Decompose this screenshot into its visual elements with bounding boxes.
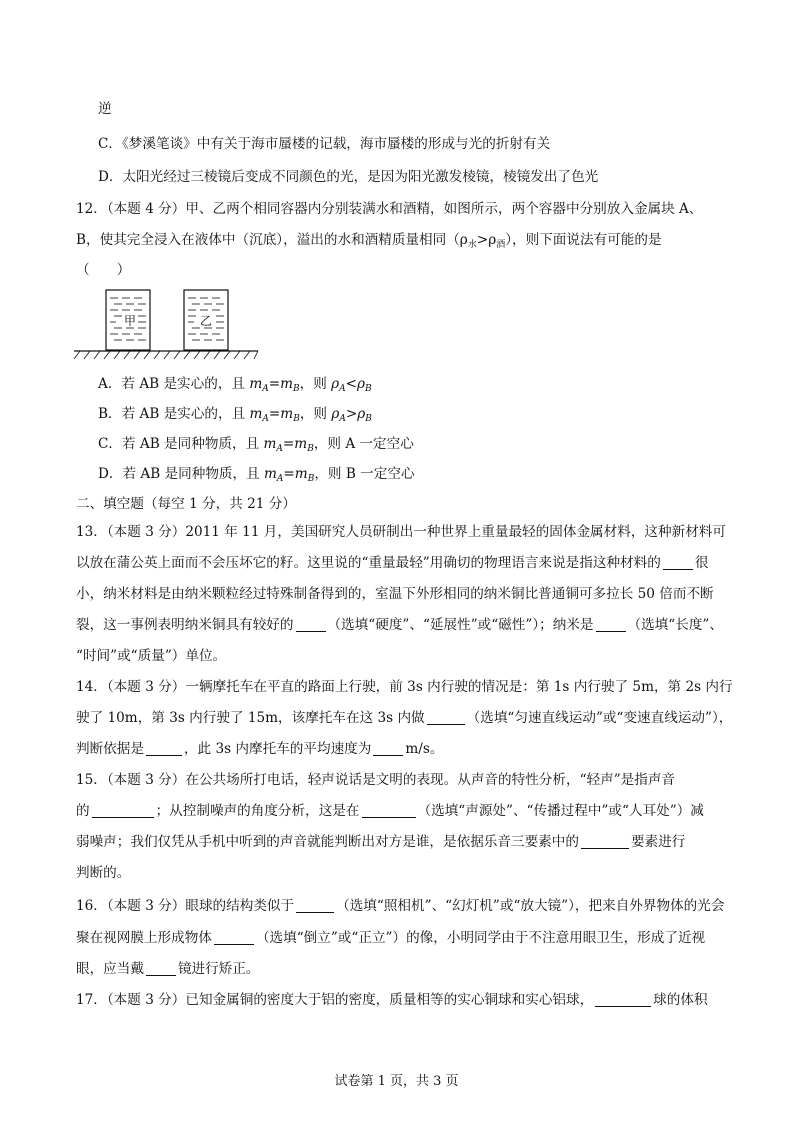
q17-line-1: 17．（本题 3 分）已知金属铜的密度大于铝的密度，质量相等的实心铜球和实心铝球， 球的体积 (76, 992, 708, 1008)
blank[interactable] (146, 741, 182, 756)
ground (74, 351, 258, 359)
q12-answer-bracket: （ ） (76, 262, 131, 278)
blank[interactable] (362, 803, 416, 818)
q13-line-3: 小，纳米材料是由纳米颗粒经过特殊制备得到的，室温下外形相同的纳米铜比普通铜可多拉长 50 倍而不断 (76, 586, 714, 602)
blank[interactable] (595, 992, 651, 1007)
q13-line-4: 裂，这一事例表明纳米铜具有较好的 （选填“硬度”、“延展性”或“磁性”）；纳米是 （选填“长度”、 (76, 617, 723, 633)
blank[interactable] (296, 898, 334, 913)
blank[interactable] (214, 930, 254, 945)
q14-line-3: 判断依据是 ，此 3s 内摩托车的平均速度为 m/s。 (76, 741, 444, 757)
page-footer: 试卷第 1 页，共 3 页 (334, 1074, 459, 1089)
q13-line-1: 13．（本题 3 分）2011 年 11 月，美国研究人员研制出一种世界上重量最轻的固体金属材料，这种新材料可 (76, 524, 726, 540)
line-continuation: 逆 (98, 101, 112, 117)
container-diagram (72, 288, 262, 368)
blank[interactable] (92, 803, 154, 818)
q15-line-3: 弱噪声；我们仅凭从手机中听到的声音就能判断出对方是谁，是依据乐音三要素中的 要素进行 (76, 834, 686, 850)
q12-option-c: C．若 AB 是同种物质，且 $m_A=m_B$，则 A 一定空心 (98, 436, 414, 454)
q11-option-d: D．太阳光经过三棱镜后变成不同颜色的光，是因为阳光激发棱镜，棱镜发出了色光 (98, 169, 599, 185)
q12-line-2: B，使其完全浸入在液体中（沉底），溢出的水和酒精质量相同$(\rho_水>\rho_酒)$，则下面说法有可能的是 (76, 232, 662, 250)
label-yi: 乙 (200, 314, 213, 328)
q12-option-b: B．若 AB 是实心的，且 $m_A=m_B$，则 $\rho_A>\rho_B$ (98, 406, 372, 424)
blank[interactable] (146, 961, 176, 976)
blank[interactable] (373, 741, 403, 756)
q16-line-1: 16．（本题 3 分）眼球的结构类似于 （选填“照相机”、“幻灯机”或“放大镜”），把来自外界物体的光会 (76, 898, 725, 914)
blank[interactable] (596, 617, 626, 632)
q11-option-c: C．《梦溪笔谈》中有关于海市蜃楼的记载，海市蜃楼的形成与光的折射有关 (98, 136, 551, 152)
q12-option-d: D．若 AB 是同种物质，且 $m_A=m_B$，则 B 一定空心 (98, 466, 415, 484)
q13-line-5: “时间”或“质量”）单位。 (76, 648, 227, 664)
q16-line-3: 眼，应当戴 镜进行矫正。 (76, 961, 260, 977)
blank[interactable] (296, 617, 326, 632)
blank[interactable] (663, 555, 693, 570)
container-yi (184, 290, 228, 350)
q12-line-1: 12．（本题 4 分）甲、乙两个相同容器内分别装满水和酒精，如图所示，两个容器中分别放入金属块 A、 (76, 201, 703, 217)
q13-line-2: 以放在蒲公英上面而不会压坏它的籽。这里说的“重量最轻”用确切的物理语言来说是指这种材料的 很 (76, 555, 709, 571)
blank[interactable] (427, 710, 465, 725)
q14-line-2: 驶了 10m，第 3s 内行驶了 15m，该摩托车在这 3s 内做 （选填“匀速直线运动”或“变速直线运动”）， (76, 710, 733, 726)
label-jia: 甲 (124, 314, 137, 328)
container-jia (106, 290, 150, 350)
q14-line-1: 14．（本题 3 分）一辆摩托车在平直的路面上行驶，前 3s 内行驶的情况是：第 1s 内行驶了 5m，第 2s 内行 (76, 679, 733, 695)
q16-line-2: 聚在视网膜上形成物体 （选填“倒立”或“正立”）的像，小明同学由于不注意用眼卫生，形成了近视 (76, 930, 706, 946)
blank[interactable] (581, 834, 629, 849)
q15-line-1: 15．（本题 3 分）在公共场所打电话，轻声说话是文明的表现。从声音的特性分析，“轻声”是指声音 (76, 772, 676, 788)
q15-line-4: 判断的。 (76, 865, 131, 881)
section-heading-fill-in: 二、填空题（每空 1 分，共 21 分） (76, 496, 296, 512)
q12-option-a: A．若 AB 是实心的，且 $m_A=m_B$，则 $\rho_A<\rho_B$ (98, 376, 372, 394)
q15-line-2: 的 ；从控制噪声的角度分析，这是在 （选填“声源处”、“传播过程中”或“人耳处”）减 (76, 803, 704, 819)
